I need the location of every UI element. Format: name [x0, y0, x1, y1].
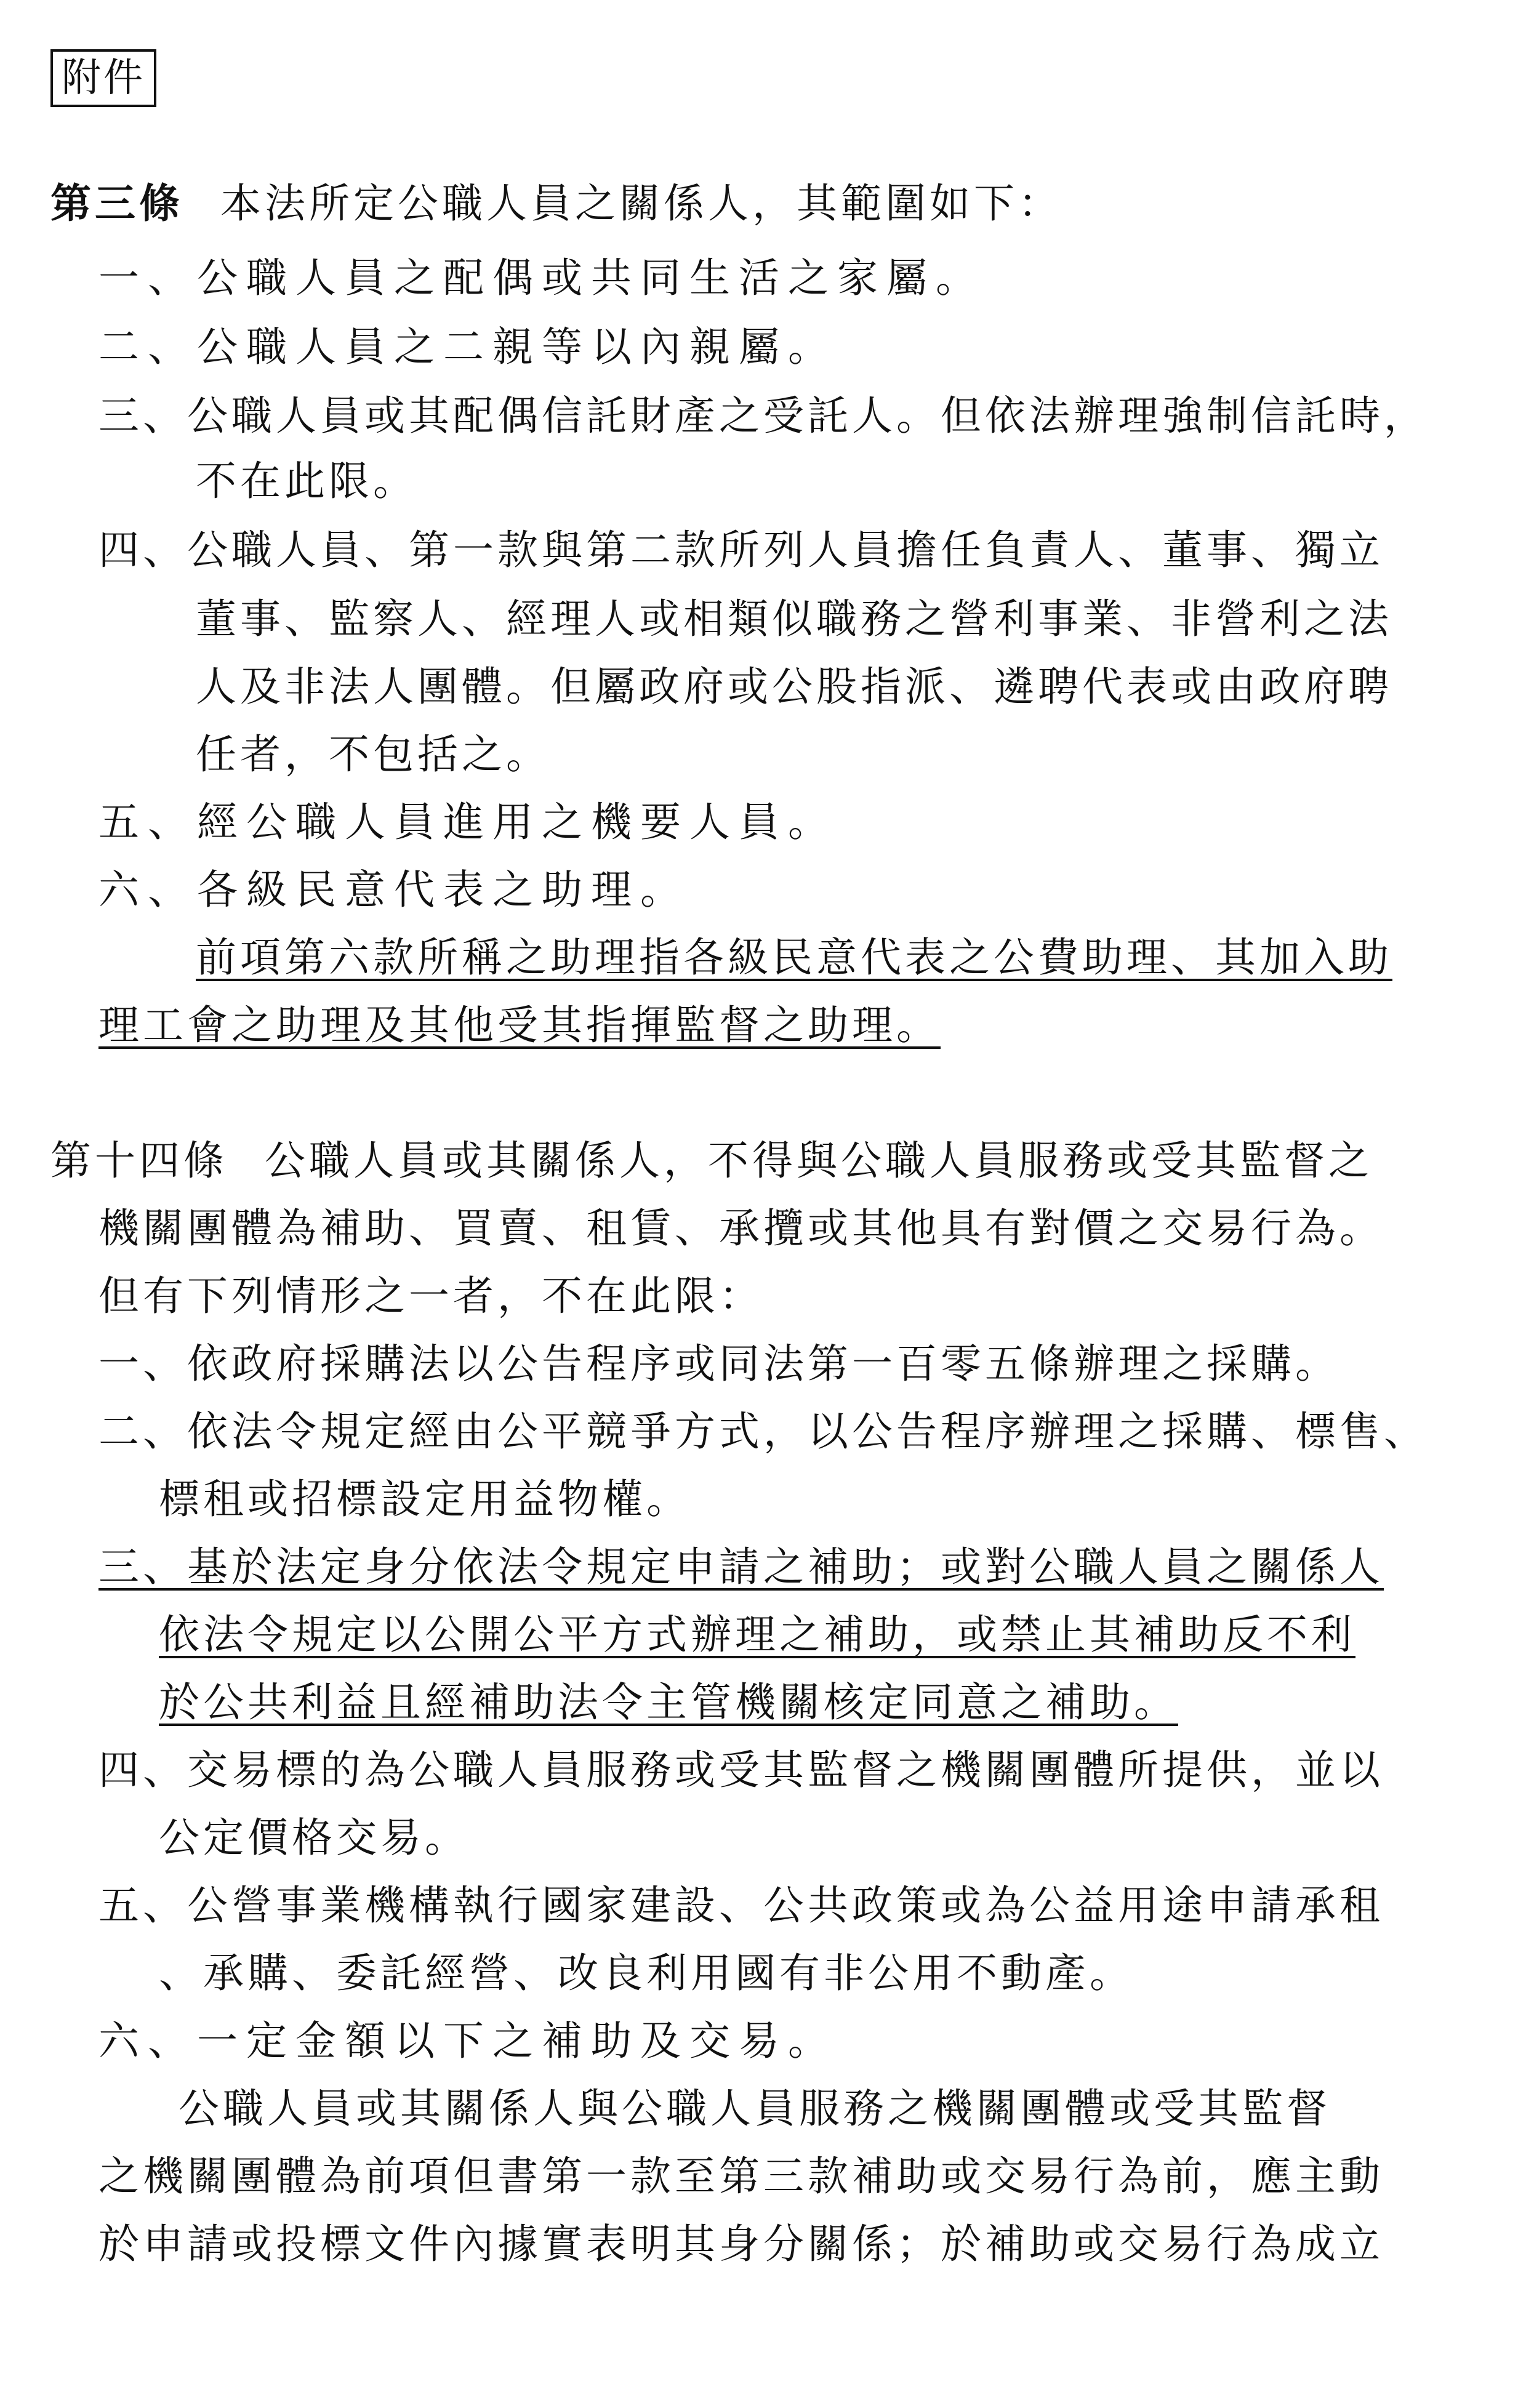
- article-3-heading-line: [50, 179, 1062, 228]
- article-14-item-2: 二、依法令規定經由公平競爭方式，以公告程序辦理之採購、標售、: [98, 1408, 1428, 1455]
- article-14-item-4-cont: 公定價格交易。: [159, 1814, 469, 1861]
- article-14-line-1: 公職人員或其關係人，不得與公職人員服務或受其監督之: [265, 1137, 1373, 1184]
- article-14-item-5: 五、公營事業機構執行國家建設、公共政策或為公益用途申請承租: [98, 1882, 1384, 1929]
- article-14-paragraph-line-3: 於申請或投標文件內據實表明其身分關係；於補助或交易行為成立: [98, 2220, 1384, 2268]
- article-14-item-6: 六、一定金額以下之補助及交易。: [98, 2017, 837, 2065]
- article-14-paragraph-line-1: 公職人員或其關係人與公職人員服務之機關團體或受其監督: [179, 2085, 1331, 2132]
- article-3-item-1: 一、公職人員之配偶或共同生活之家屬。: [98, 254, 985, 302]
- article-3-item-4-cont-1: 董事、監察人、經理人或相類似職務之營利事業、非營利之法: [196, 595, 1392, 643]
- article-14-item-1: 一、依政府採購法以公告程序或同法第一百零五條辦理之採購。: [98, 1340, 1339, 1387]
- article-14-item-2-cont: 標租或招標設定用益物權。: [159, 1475, 691, 1523]
- article-14-item-3: 三、基於法定身分依法令規定申請之補助；或對公職人員之關係人: [98, 1543, 1384, 1591]
- article-14-item-4: 四、交易標的為公職人員服務或受其監督之機關團體所提供，並以: [98, 1746, 1384, 1794]
- article-3-paragraph-line-1: 前項第六款所稱之助理指各級民意代表之公費助理、其加入助: [196, 934, 1392, 981]
- article-3-item-4: 四、公職人員、第一款與第二款所列人員擔任負責人、董事、獨立: [98, 526, 1384, 574]
- article-14-heading-line: [50, 1136, 1373, 1186]
- article-3-item-3-cont: 不在此限。: [196, 457, 417, 505]
- article-14-label: 第十四條: [50, 1137, 228, 1184]
- article-14-line-3: 但有下列情形之一者，不在此限：: [98, 1272, 763, 1320]
- article-14-item-5-cont: 、承購、委託經營、改良利用國有非公用不動產。: [159, 1949, 1134, 1997]
- article-3-item-4-cont-3: 任者，不包括之。: [196, 731, 550, 778]
- article-14-line-2: 機關團體為補助、買賣、租賃、承攬或其他具有對價之交易行為。: [98, 1205, 1384, 1252]
- article-3-item-6: 六、各級民意代表之助理。: [98, 866, 689, 913]
- article-3-intro: 本法所定公職人員之關係人，其範圍如下：: [220, 180, 1062, 227]
- article-3-item-4-cont-2: 人及非法人團體。但屬政府或公股指派、遴聘代表或由政府聘: [196, 663, 1392, 710]
- article-3-paragraph-line-2: 理工會之助理及其他受其指揮監督之助理。: [98, 1001, 941, 1049]
- article-14-paragraph-line-2: 之機關團體為前項但書第一款至第三款補助或交易行為前，應主動: [98, 2153, 1384, 2200]
- article-3-label: 第三條: [50, 179, 183, 227]
- annex-label-box: 附件: [50, 49, 156, 107]
- article-14-item-3-cont-1: 依法令規定以公開公平方式辦理之補助，或禁止其補助反不利: [159, 1611, 1355, 1658]
- article-3-item-2: 二、公職人員之二親等以內親屬。: [98, 323, 837, 371]
- article-3-item-5: 五、經公職人員進用之機要人員。: [98, 798, 837, 846]
- article-14-item-3-cont-2: 於公共利益且經補助法令主管機關核定同意之補助。: [159, 1679, 1178, 1726]
- article-3-item-3: 三、公職人員或其配偶信託財產之受託人。但依法辦理強制信託時，: [98, 392, 1428, 439]
